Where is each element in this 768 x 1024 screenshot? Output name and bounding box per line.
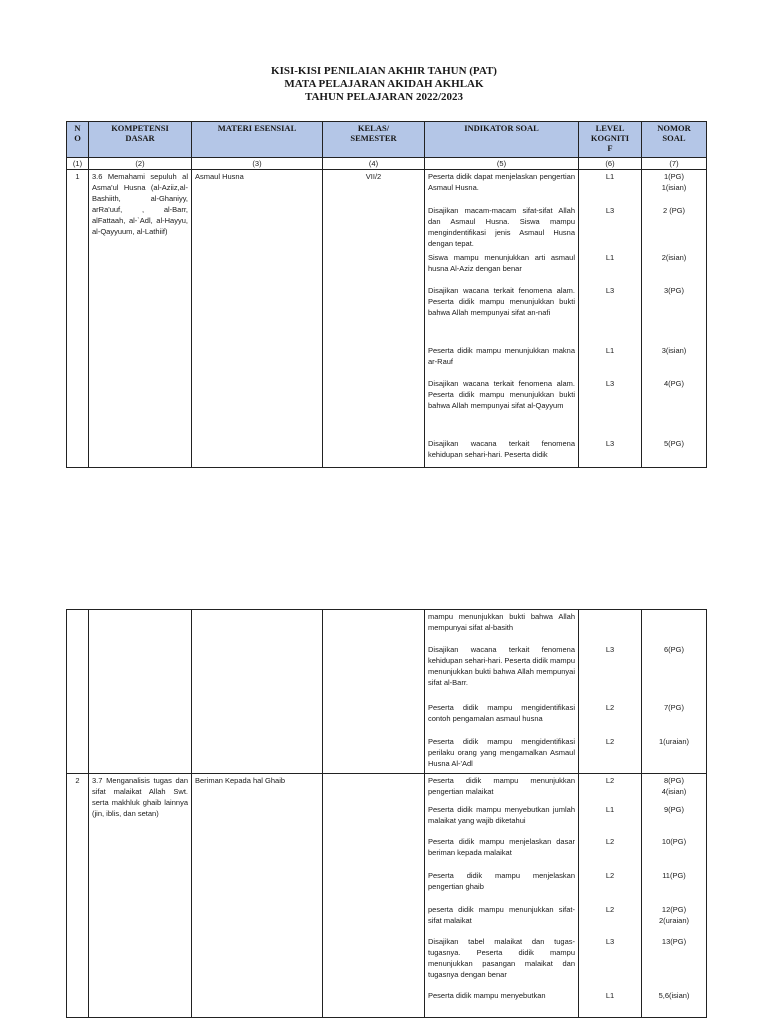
table-row [67, 170, 707, 468]
header-no: N O [67, 122, 89, 158]
header-kelas: KELAS/ SEMESTER [323, 122, 425, 158]
level-column [579, 170, 642, 468]
title-line-3: TAHUN PELAJARAN 2022/2023 [304, 91, 464, 103]
header-row [67, 122, 707, 158]
nomor-soal: 1(uraian) [658, 737, 689, 746]
nomor-soal: 10(PG) [661, 837, 687, 846]
table-row [67, 610, 707, 774]
indikator-column [425, 610, 579, 774]
column-number: (2) [89, 158, 192, 170]
nomor-soal: 8(PG) 4(isian) [661, 776, 687, 796]
level-kognitif: L3 [605, 645, 615, 654]
document-title [0, 65, 768, 104]
nomor-soal: 3(PG) [663, 286, 684, 295]
column-number: (5) [425, 158, 579, 170]
nomor-soal: 9(PG) [663, 805, 684, 814]
header-kompetensi: KOMPETENSI DASAR [89, 122, 192, 158]
nomor-soal: 5(PG) [663, 439, 684, 448]
nomor-column [642, 610, 707, 774]
indikator-soal: Disajikan wacana terkait fenomena kehidupan sehari-hari. Peserta didik mampu menunjukkan bukti bahwa Allah mempunyai sifat al-Barr. [428, 645, 575, 687]
level-kognitif: L1 [605, 805, 615, 814]
nomor-soal: 2(isian) [661, 253, 687, 262]
indikator-soal: Disajikan wacana terkait fenomena kehidupan sehari-hari. Peserta didik [428, 439, 575, 459]
nomor-soal: 2 (PG) [662, 206, 686, 215]
indikator-soal: Peserta didik mampu menunjukkan makna ar-Rauf [428, 346, 575, 366]
indikator-soal: Peserta didik mampu menyebutkan [428, 991, 546, 1000]
table-row [67, 774, 707, 1018]
column-number: (1) [67, 158, 89, 170]
level-column [579, 610, 642, 774]
indikator-soal: Siswa mampu menunjukkan arti asmaul husna Al-Aziz dengan benar [428, 253, 575, 273]
nomor-soal [645, 611, 703, 644]
column-number: (3) [192, 158, 323, 170]
indikator-soal: mampu menunjukkan bukti bahwa Allah mempunyai sifat al-basith [428, 612, 575, 632]
nomor-soal: 6(PG) [663, 645, 684, 654]
row-number: 2 [67, 774, 89, 1018]
indikator-soal: Peserta didik mampu mengidentifikasi contoh pengamalan asmaul husna [428, 703, 575, 723]
nomor-column [642, 170, 707, 468]
kelas-semester [323, 610, 425, 774]
indikator-soal: Disajikan wacana terkait fenomena alam. Peserta didik mampu menunjukkan bukti bahwa Allah mempunyai sifat an-nafi [428, 286, 575, 317]
nomor-soal: 13(PG) [661, 937, 687, 946]
level-kognitif: L1 [605, 991, 615, 1000]
level-kognitif: L3 [605, 379, 615, 388]
level-kognitif: L3 [605, 937, 615, 946]
level-kognitif: L1 [605, 346, 615, 355]
level-kognitif: L1 [605, 172, 615, 181]
column-number: (6) [579, 158, 642, 170]
level-kognitif: L1 [605, 253, 615, 262]
column-number: (7) [642, 158, 707, 170]
level-kognitif: L2 [605, 837, 615, 846]
title-line-1: KISI-KISI PENILAIAN AKHIR TAHUN (PAT) [271, 65, 497, 77]
indikator-soal: Peserta didik mampu mengidentifikasi perilaku orang yang mengamalkan Asmaul Husna Al-'Adl [428, 737, 575, 768]
kelas-semester: VII/2 [323, 170, 425, 468]
level-kognitif: L2 [605, 871, 615, 880]
level-kognitif: L2 [605, 905, 615, 914]
materi-esensial: Beriman Kepada hal Ghaib [192, 774, 323, 1018]
nomor-soal: 7(PG) [663, 703, 684, 712]
header-nomor: NOMOR SOAL [642, 122, 707, 158]
header-level: LEVEL KOGNITI F [579, 122, 642, 158]
nomor-soal: 12(PG) 2(uraian) [658, 905, 689, 925]
level-kognitif: L2 [605, 776, 615, 785]
level-kognitif: L3 [605, 439, 615, 448]
kompetensi-dasar [89, 610, 192, 774]
level-kognitif: L3 [605, 286, 615, 295]
level-kognitif [582, 611, 638, 644]
kompetensi-dasar: 3.6 Memahami sepuluh al Asma'ul Husna (al-Aziiz,al-Bashiith, al-Ghaniyy, arRa'uuf, , al-Barr, alFattaah, al-`Adl, al-Hayyu, al-Qayyuum, al-Lathiif) [89, 170, 192, 468]
level-kognitif: L2 [605, 703, 615, 712]
header-indikator: INDIKATOR SOAL [425, 122, 579, 158]
indikator-soal: Disajikan tabel malaikat dan tugas-tugasnya. Peserta didik mampu menunjukkan pasangan malaikat dan tugasnya dengan benar [428, 937, 575, 979]
nomor-soal: 11(PG) [662, 871, 686, 880]
column-number-row [67, 158, 707, 170]
materi-esensial [192, 610, 323, 774]
indikator-soal: Disajikan wacana terkait fenomena alam. Peserta didik mampu menunjukkan bukti bahwa Allah mempunyai sifat al-Qayyum [428, 379, 575, 410]
nomor-soal: 4(PG) [663, 379, 684, 388]
row-number: 1 [67, 170, 89, 468]
indikator-soal: Disajikan macam-macam sifat-sifat Allah dan Asmaul Husna. Siswa mampu mengindentifikasi jenis Asmaul Husna dengan tepat. [428, 206, 575, 248]
kelas-semester [323, 774, 425, 1018]
materi-esensial: Asmaul Husna [192, 170, 323, 468]
indikator-soal: Peserta didik mampu menjelaskan dasar beriman kepada malaikat [428, 837, 575, 857]
level-kognitif: L3 [605, 206, 615, 215]
indikator-soal: Peserta didik dapat menjelaskan pengertian Asmaul Husna. [428, 172, 575, 192]
header-materi: MATERI ESENSIAL [192, 122, 323, 158]
indikator-soal: Peserta didik mampu menunjukkan pengertian malaikat [428, 776, 575, 796]
indikator-soal: Peserta didik mampu menjelaskan pengertian ghaib [428, 871, 575, 891]
level-kognitif: L2 [605, 737, 615, 746]
kompetensi-dasar: 3.7 Menganalisis tugas dan sifat malaikat Allah Swt. serta makhluk ghaib lainnya (jin, iblis, dan setan) [89, 774, 192, 1018]
kisi-kisi-table [66, 121, 707, 468]
column-number: (4) [323, 158, 425, 170]
nomor-soal: 5,6(isian) [658, 991, 690, 1000]
nomor-soal: 1(PG) 1(isian) [661, 172, 687, 192]
title-line-2: MATA PELAJARAN AKIDAH AKHLAK [284, 78, 484, 90]
kisi-kisi-table-continued [66, 609, 707, 1018]
row-number [67, 610, 89, 774]
nomor-soal: 3(isian) [661, 346, 687, 355]
indikator-column [425, 774, 579, 1018]
nomor-column [642, 774, 707, 1018]
indikator-soal: peserta didik mampu menunjukkan sifat-sifat malaikat [428, 905, 575, 925]
indikator-soal: Peserta didik mampu menyebutkan jumlah malaikat yang wajib diketahui [428, 805, 575, 825]
level-column [579, 774, 642, 1018]
indikator-column [425, 170, 579, 468]
